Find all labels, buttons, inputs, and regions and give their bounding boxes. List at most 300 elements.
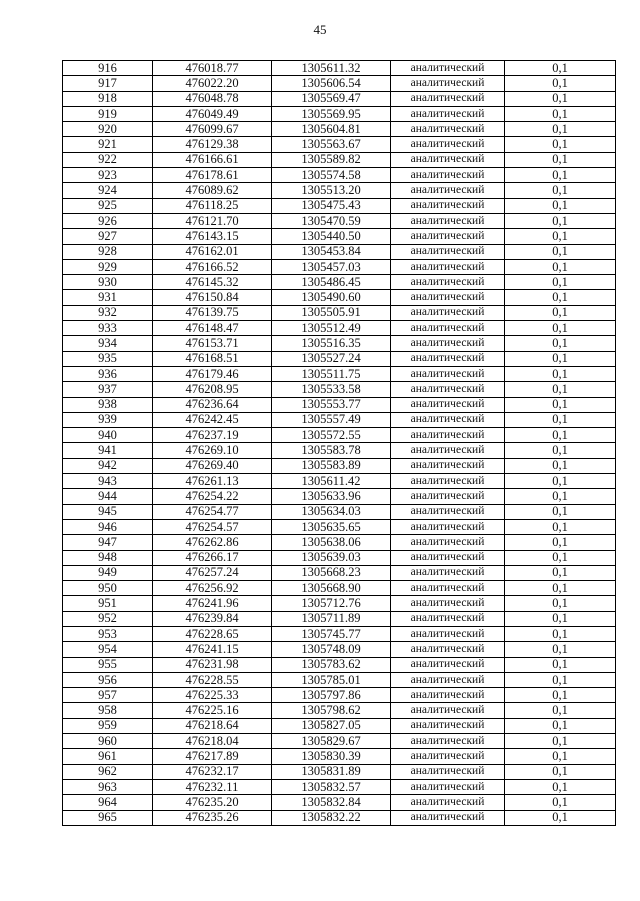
method-cell: аналитический bbox=[391, 718, 505, 733]
table-row bbox=[63, 550, 616, 565]
point-number-cell: 943 bbox=[63, 474, 153, 489]
y-coordinate-cell: 1305635.65 bbox=[272, 519, 391, 534]
x-coordinate-cell: 476048.78 bbox=[153, 91, 272, 106]
table-row bbox=[63, 688, 616, 703]
x-coordinate-cell: 476236.64 bbox=[153, 397, 272, 412]
point-number-cell: 927 bbox=[63, 229, 153, 244]
point-number-cell: 964 bbox=[63, 795, 153, 810]
method-cell: аналитический bbox=[391, 657, 505, 672]
table-row bbox=[63, 474, 616, 489]
x-coordinate-cell: 476225.33 bbox=[153, 688, 272, 703]
x-coordinate-cell: 476266.17 bbox=[153, 550, 272, 565]
point-number-cell: 944 bbox=[63, 489, 153, 504]
method-cell: аналитический bbox=[391, 321, 505, 336]
table-row bbox=[63, 61, 616, 76]
method-cell: аналитический bbox=[391, 152, 505, 167]
method-cell: аналитический bbox=[391, 351, 505, 366]
y-coordinate-cell: 1305563.67 bbox=[272, 137, 391, 152]
table-row bbox=[63, 749, 616, 764]
accuracy-cell: 0,1 bbox=[505, 397, 616, 412]
method-cell: аналитический bbox=[391, 642, 505, 657]
point-number-cell: 957 bbox=[63, 688, 153, 703]
accuracy-cell: 0,1 bbox=[505, 213, 616, 228]
table-row bbox=[63, 229, 616, 244]
method-cell: аналитический bbox=[391, 764, 505, 779]
point-number-cell: 922 bbox=[63, 152, 153, 167]
accuracy-cell: 0,1 bbox=[505, 504, 616, 519]
method-cell: аналитический bbox=[391, 565, 505, 580]
method-cell: аналитический bbox=[391, 198, 505, 213]
point-number-cell: 947 bbox=[63, 535, 153, 550]
y-coordinate-cell: 1305611.42 bbox=[272, 474, 391, 489]
x-coordinate-cell: 476235.26 bbox=[153, 810, 272, 825]
accuracy-cell: 0,1 bbox=[505, 122, 616, 137]
y-coordinate-cell: 1305457.03 bbox=[272, 259, 391, 274]
accuracy-cell: 0,1 bbox=[505, 137, 616, 152]
accuracy-cell: 0,1 bbox=[505, 596, 616, 611]
y-coordinate-cell: 1305516.35 bbox=[272, 336, 391, 351]
x-coordinate-cell: 476256.92 bbox=[153, 581, 272, 596]
point-number-cell: 960 bbox=[63, 734, 153, 749]
y-coordinate-cell: 1305797.86 bbox=[272, 688, 391, 703]
table-row bbox=[63, 581, 616, 596]
method-cell: аналитический bbox=[391, 366, 505, 381]
y-coordinate-cell: 1305748.09 bbox=[272, 642, 391, 657]
method-cell: аналитический bbox=[391, 91, 505, 106]
accuracy-cell: 0,1 bbox=[505, 76, 616, 91]
point-number-cell: 954 bbox=[63, 642, 153, 657]
table-row bbox=[63, 290, 616, 305]
x-coordinate-cell: 476148.47 bbox=[153, 321, 272, 336]
x-coordinate-cell: 476118.25 bbox=[153, 198, 272, 213]
x-coordinate-cell: 476166.52 bbox=[153, 259, 272, 274]
table-row bbox=[63, 489, 616, 504]
accuracy-cell: 0,1 bbox=[505, 642, 616, 657]
point-number-cell: 933 bbox=[63, 321, 153, 336]
table-row bbox=[63, 535, 616, 550]
table-row bbox=[63, 734, 616, 749]
point-number-cell: 946 bbox=[63, 519, 153, 534]
table-row bbox=[63, 76, 616, 91]
x-coordinate-cell: 476232.17 bbox=[153, 764, 272, 779]
y-coordinate-cell: 1305668.23 bbox=[272, 565, 391, 580]
y-coordinate-cell: 1305638.06 bbox=[272, 535, 391, 550]
accuracy-cell: 0,1 bbox=[505, 91, 616, 106]
y-coordinate-cell: 1305604.81 bbox=[272, 122, 391, 137]
method-cell: аналитический bbox=[391, 229, 505, 244]
method-cell: аналитический bbox=[391, 672, 505, 687]
method-cell: аналитический bbox=[391, 519, 505, 534]
x-coordinate-cell: 476254.22 bbox=[153, 489, 272, 504]
x-coordinate-cell: 476225.16 bbox=[153, 703, 272, 718]
method-cell: аналитический bbox=[391, 137, 505, 152]
method-cell: аналитический bbox=[391, 213, 505, 228]
point-number-cell: 965 bbox=[63, 810, 153, 825]
point-number-cell: 926 bbox=[63, 213, 153, 228]
table-row bbox=[63, 259, 616, 274]
x-coordinate-cell: 476241.15 bbox=[153, 642, 272, 657]
point-number-cell: 962 bbox=[63, 764, 153, 779]
x-coordinate-cell: 476235.20 bbox=[153, 795, 272, 810]
x-coordinate-cell: 476261.13 bbox=[153, 474, 272, 489]
point-number-cell: 961 bbox=[63, 749, 153, 764]
accuracy-cell: 0,1 bbox=[505, 626, 616, 641]
y-coordinate-cell: 1305527.24 bbox=[272, 351, 391, 366]
x-coordinate-cell: 476099.67 bbox=[153, 122, 272, 137]
y-coordinate-cell: 1305711.89 bbox=[272, 611, 391, 626]
method-cell: аналитический bbox=[391, 611, 505, 626]
table-row bbox=[63, 168, 616, 183]
method-cell: аналитический bbox=[391, 275, 505, 290]
x-coordinate-cell: 476269.40 bbox=[153, 458, 272, 473]
x-coordinate-cell: 476145.32 bbox=[153, 275, 272, 290]
method-cell: аналитический bbox=[391, 795, 505, 810]
x-coordinate-cell: 476239.84 bbox=[153, 611, 272, 626]
x-coordinate-cell: 476168.51 bbox=[153, 351, 272, 366]
y-coordinate-cell: 1305745.77 bbox=[272, 626, 391, 641]
accuracy-cell: 0,1 bbox=[505, 519, 616, 534]
method-cell: аналитический bbox=[391, 259, 505, 274]
table-row bbox=[63, 764, 616, 779]
accuracy-cell: 0,1 bbox=[505, 259, 616, 274]
accuracy-cell: 0,1 bbox=[505, 168, 616, 183]
table-row bbox=[63, 183, 616, 198]
method-cell: аналитический bbox=[391, 535, 505, 550]
y-coordinate-cell: 1305606.54 bbox=[272, 76, 391, 91]
point-number-cell: 939 bbox=[63, 412, 153, 427]
method-cell: аналитический bbox=[391, 168, 505, 183]
y-coordinate-cell: 1305583.89 bbox=[272, 458, 391, 473]
accuracy-cell: 0,1 bbox=[505, 366, 616, 381]
method-cell: аналитический bbox=[391, 122, 505, 137]
accuracy-cell: 0,1 bbox=[505, 688, 616, 703]
y-coordinate-cell: 1305475.43 bbox=[272, 198, 391, 213]
accuracy-cell: 0,1 bbox=[505, 474, 616, 489]
y-coordinate-cell: 1305453.84 bbox=[272, 244, 391, 259]
y-coordinate-cell: 1305712.76 bbox=[272, 596, 391, 611]
accuracy-cell: 0,1 bbox=[505, 183, 616, 198]
accuracy-cell: 0,1 bbox=[505, 703, 616, 718]
table-row bbox=[63, 336, 616, 351]
accuracy-cell: 0,1 bbox=[505, 535, 616, 550]
accuracy-cell: 0,1 bbox=[505, 412, 616, 427]
x-coordinate-cell: 476232.11 bbox=[153, 779, 272, 794]
x-coordinate-cell: 476208.95 bbox=[153, 382, 272, 397]
y-coordinate-cell: 1305832.22 bbox=[272, 810, 391, 825]
table-row bbox=[63, 626, 616, 641]
table-row bbox=[63, 596, 616, 611]
accuracy-cell: 0,1 bbox=[505, 336, 616, 351]
method-cell: аналитический bbox=[391, 61, 505, 76]
accuracy-cell: 0,1 bbox=[505, 734, 616, 749]
coordinates-table bbox=[62, 60, 616, 826]
accuracy-cell: 0,1 bbox=[505, 795, 616, 810]
point-number-cell: 949 bbox=[63, 565, 153, 580]
point-number-cell: 959 bbox=[63, 718, 153, 733]
point-number-cell: 941 bbox=[63, 443, 153, 458]
method-cell: аналитический bbox=[391, 504, 505, 519]
accuracy-cell: 0,1 bbox=[505, 565, 616, 580]
point-number-cell: 955 bbox=[63, 657, 153, 672]
y-coordinate-cell: 1305440.50 bbox=[272, 229, 391, 244]
table-row bbox=[63, 458, 616, 473]
x-coordinate-cell: 476179.46 bbox=[153, 366, 272, 381]
table-row bbox=[63, 611, 616, 626]
x-coordinate-cell: 476089.62 bbox=[153, 183, 272, 198]
method-cell: аналитический bbox=[391, 382, 505, 397]
method-cell: аналитический bbox=[391, 428, 505, 443]
method-cell: аналитический bbox=[391, 106, 505, 121]
table-row bbox=[63, 795, 616, 810]
accuracy-cell: 0,1 bbox=[505, 581, 616, 596]
accuracy-cell: 0,1 bbox=[505, 810, 616, 825]
x-coordinate-cell: 476166.61 bbox=[153, 152, 272, 167]
table-row bbox=[63, 718, 616, 733]
point-number-cell: 932 bbox=[63, 305, 153, 320]
x-coordinate-cell: 476121.70 bbox=[153, 213, 272, 228]
x-coordinate-cell: 476218.64 bbox=[153, 718, 272, 733]
point-number-cell: 920 bbox=[63, 122, 153, 137]
x-coordinate-cell: 476150.84 bbox=[153, 290, 272, 305]
method-cell: аналитический bbox=[391, 305, 505, 320]
point-number-cell: 950 bbox=[63, 581, 153, 596]
x-coordinate-cell: 476228.65 bbox=[153, 626, 272, 641]
accuracy-cell: 0,1 bbox=[505, 443, 616, 458]
point-number-cell: 923 bbox=[63, 168, 153, 183]
x-coordinate-cell: 476241.96 bbox=[153, 596, 272, 611]
point-number-cell: 963 bbox=[63, 779, 153, 794]
method-cell: аналитический bbox=[391, 810, 505, 825]
x-coordinate-cell: 476242.45 bbox=[153, 412, 272, 427]
method-cell: аналитический bbox=[391, 626, 505, 641]
x-coordinate-cell: 476217.89 bbox=[153, 749, 272, 764]
y-coordinate-cell: 1305572.55 bbox=[272, 428, 391, 443]
point-number-cell: 931 bbox=[63, 290, 153, 305]
point-number-cell: 937 bbox=[63, 382, 153, 397]
accuracy-cell: 0,1 bbox=[505, 351, 616, 366]
y-coordinate-cell: 1305512.49 bbox=[272, 321, 391, 336]
point-number-cell: 958 bbox=[63, 703, 153, 718]
point-number-cell: 956 bbox=[63, 672, 153, 687]
accuracy-cell: 0,1 bbox=[505, 672, 616, 687]
y-coordinate-cell: 1305785.01 bbox=[272, 672, 391, 687]
page-number: 45 bbox=[313, 22, 327, 37]
point-number-cell: 918 bbox=[63, 91, 153, 106]
coordinates-table-body bbox=[63, 61, 616, 826]
point-number-cell: 919 bbox=[63, 106, 153, 121]
y-coordinate-cell: 1305490.60 bbox=[272, 290, 391, 305]
accuracy-cell: 0,1 bbox=[505, 198, 616, 213]
accuracy-cell: 0,1 bbox=[505, 275, 616, 290]
accuracy-cell: 0,1 bbox=[505, 382, 616, 397]
y-coordinate-cell: 1305830.39 bbox=[272, 749, 391, 764]
y-coordinate-cell: 1305486.45 bbox=[272, 275, 391, 290]
y-coordinate-cell: 1305470.59 bbox=[272, 213, 391, 228]
method-cell: аналитический bbox=[391, 749, 505, 764]
y-coordinate-cell: 1305668.90 bbox=[272, 581, 391, 596]
method-cell: аналитический bbox=[391, 412, 505, 427]
table-row bbox=[63, 443, 616, 458]
point-number-cell: 916 bbox=[63, 61, 153, 76]
point-number-cell: 928 bbox=[63, 244, 153, 259]
table-row bbox=[63, 321, 616, 336]
y-coordinate-cell: 1305832.57 bbox=[272, 779, 391, 794]
point-number-cell: 942 bbox=[63, 458, 153, 473]
point-number-cell: 921 bbox=[63, 137, 153, 152]
x-coordinate-cell: 476237.19 bbox=[153, 428, 272, 443]
method-cell: аналитический bbox=[391, 397, 505, 412]
y-coordinate-cell: 1305511.75 bbox=[272, 366, 391, 381]
y-coordinate-cell: 1305574.58 bbox=[272, 168, 391, 183]
accuracy-cell: 0,1 bbox=[505, 229, 616, 244]
point-number-cell: 938 bbox=[63, 397, 153, 412]
method-cell: аналитический bbox=[391, 703, 505, 718]
y-coordinate-cell: 1305831.89 bbox=[272, 764, 391, 779]
point-number-cell: 930 bbox=[63, 275, 153, 290]
table-row bbox=[63, 244, 616, 259]
table-row bbox=[63, 642, 616, 657]
point-number-cell: 951 bbox=[63, 596, 153, 611]
method-cell: аналитический bbox=[391, 244, 505, 259]
accuracy-cell: 0,1 bbox=[505, 61, 616, 76]
method-cell: аналитический bbox=[391, 550, 505, 565]
x-coordinate-cell: 476262.86 bbox=[153, 535, 272, 550]
method-cell: аналитический bbox=[391, 581, 505, 596]
y-coordinate-cell: 1305798.62 bbox=[272, 703, 391, 718]
x-coordinate-cell: 476178.61 bbox=[153, 168, 272, 183]
x-coordinate-cell: 476022.20 bbox=[153, 76, 272, 91]
table-row bbox=[63, 672, 616, 687]
x-coordinate-cell: 476139.75 bbox=[153, 305, 272, 320]
x-coordinate-cell: 476049.49 bbox=[153, 106, 272, 121]
x-coordinate-cell: 476129.38 bbox=[153, 137, 272, 152]
table-row bbox=[63, 351, 616, 366]
point-number-cell: 945 bbox=[63, 504, 153, 519]
accuracy-cell: 0,1 bbox=[505, 489, 616, 504]
table-row bbox=[63, 198, 616, 213]
point-number-cell: 929 bbox=[63, 259, 153, 274]
method-cell: аналитический bbox=[391, 688, 505, 703]
y-coordinate-cell: 1305583.78 bbox=[272, 443, 391, 458]
method-cell: аналитический bbox=[391, 183, 505, 198]
x-coordinate-cell: 476143.15 bbox=[153, 229, 272, 244]
table-row bbox=[63, 137, 616, 152]
table-row bbox=[63, 810, 616, 825]
x-coordinate-cell: 476162.01 bbox=[153, 244, 272, 259]
table-row bbox=[63, 504, 616, 519]
y-coordinate-cell: 1305832.84 bbox=[272, 795, 391, 810]
x-coordinate-cell: 476018.77 bbox=[153, 61, 272, 76]
table-row bbox=[63, 213, 616, 228]
y-coordinate-cell: 1305829.67 bbox=[272, 734, 391, 749]
accuracy-cell: 0,1 bbox=[505, 305, 616, 320]
table-row bbox=[63, 122, 616, 137]
table-row bbox=[63, 106, 616, 121]
accuracy-cell: 0,1 bbox=[505, 106, 616, 121]
method-cell: аналитический bbox=[391, 489, 505, 504]
y-coordinate-cell: 1305533.58 bbox=[272, 382, 391, 397]
method-cell: аналитический bbox=[391, 596, 505, 611]
point-number-cell: 952 bbox=[63, 611, 153, 626]
point-number-cell: 935 bbox=[63, 351, 153, 366]
accuracy-cell: 0,1 bbox=[505, 764, 616, 779]
point-number-cell: 953 bbox=[63, 626, 153, 641]
table-row bbox=[63, 382, 616, 397]
method-cell: аналитический bbox=[391, 458, 505, 473]
table-row bbox=[63, 428, 616, 443]
y-coordinate-cell: 1305557.49 bbox=[272, 412, 391, 427]
y-coordinate-cell: 1305569.47 bbox=[272, 91, 391, 106]
table-row bbox=[63, 397, 616, 412]
table-row bbox=[63, 703, 616, 718]
table-row bbox=[63, 152, 616, 167]
x-coordinate-cell: 476257.24 bbox=[153, 565, 272, 580]
method-cell: аналитический bbox=[391, 474, 505, 489]
point-number-cell: 940 bbox=[63, 428, 153, 443]
y-coordinate-cell: 1305783.62 bbox=[272, 657, 391, 672]
method-cell: аналитический bbox=[391, 443, 505, 458]
method-cell: аналитический bbox=[391, 76, 505, 91]
accuracy-cell: 0,1 bbox=[505, 611, 616, 626]
accuracy-cell: 0,1 bbox=[505, 749, 616, 764]
table-row bbox=[63, 305, 616, 320]
accuracy-cell: 0,1 bbox=[505, 550, 616, 565]
accuracy-cell: 0,1 bbox=[505, 779, 616, 794]
table-row bbox=[63, 91, 616, 106]
y-coordinate-cell: 1305639.03 bbox=[272, 550, 391, 565]
accuracy-cell: 0,1 bbox=[505, 152, 616, 167]
point-number-cell: 917 bbox=[63, 76, 153, 91]
point-number-cell: 924 bbox=[63, 183, 153, 198]
y-coordinate-cell: 1305589.82 bbox=[272, 152, 391, 167]
accuracy-cell: 0,1 bbox=[505, 290, 616, 305]
table-row bbox=[63, 275, 616, 290]
table-row bbox=[63, 657, 616, 672]
table-row bbox=[63, 366, 616, 381]
method-cell: аналитический bbox=[391, 779, 505, 794]
accuracy-cell: 0,1 bbox=[505, 428, 616, 443]
x-coordinate-cell: 476228.55 bbox=[153, 672, 272, 687]
method-cell: аналитический bbox=[391, 336, 505, 351]
point-number-cell: 925 bbox=[63, 198, 153, 213]
y-coordinate-cell: 1305513.20 bbox=[272, 183, 391, 198]
y-coordinate-cell: 1305827.05 bbox=[272, 718, 391, 733]
y-coordinate-cell: 1305633.96 bbox=[272, 489, 391, 504]
x-coordinate-cell: 476153.71 bbox=[153, 336, 272, 351]
accuracy-cell: 0,1 bbox=[505, 321, 616, 336]
y-coordinate-cell: 1305634.03 bbox=[272, 504, 391, 519]
table-row bbox=[63, 412, 616, 427]
table-row bbox=[63, 519, 616, 534]
x-coordinate-cell: 476254.57 bbox=[153, 519, 272, 534]
x-coordinate-cell: 476218.04 bbox=[153, 734, 272, 749]
point-number-cell: 948 bbox=[63, 550, 153, 565]
table-row bbox=[63, 779, 616, 794]
y-coordinate-cell: 1305505.91 bbox=[272, 305, 391, 320]
accuracy-cell: 0,1 bbox=[505, 718, 616, 733]
x-coordinate-cell: 476254.77 bbox=[153, 504, 272, 519]
x-coordinate-cell: 476231.98 bbox=[153, 657, 272, 672]
y-coordinate-cell: 1305611.32 bbox=[272, 61, 391, 76]
x-coordinate-cell: 476269.10 bbox=[153, 443, 272, 458]
y-coordinate-cell: 1305553.77 bbox=[272, 397, 391, 412]
point-number-cell: 934 bbox=[63, 336, 153, 351]
accuracy-cell: 0,1 bbox=[505, 244, 616, 259]
method-cell: аналитический bbox=[391, 290, 505, 305]
accuracy-cell: 0,1 bbox=[505, 657, 616, 672]
point-number-cell: 936 bbox=[63, 366, 153, 381]
accuracy-cell: 0,1 bbox=[505, 458, 616, 473]
